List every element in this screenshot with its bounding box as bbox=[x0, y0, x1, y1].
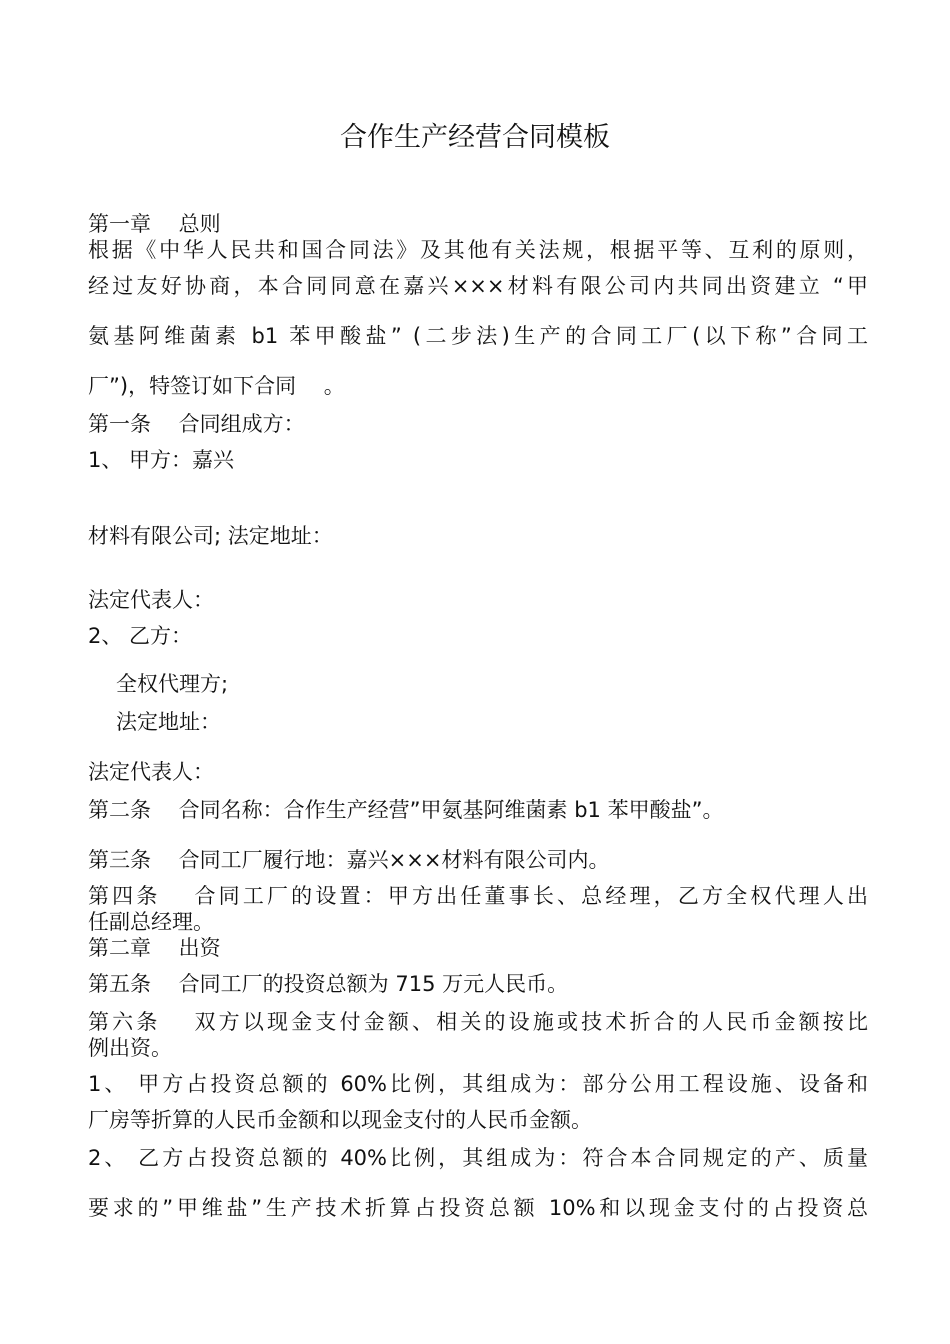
party-a-line: 1、 甲方：嘉兴 bbox=[88, 448, 235, 472]
paragraph-line: 根据《中华人民共和国合同法》及其他有关法规，根据平等、互利的原则， bbox=[88, 238, 868, 262]
article-3-line: 第三条 合同工厂履行地：嘉兴×××材料有限公司内。 bbox=[88, 848, 610, 872]
paragraph-line: 氨基阿维菌素 b1 苯甲酸盐” (二步法)生产的合同工厂(以下称”合同工 bbox=[88, 324, 868, 348]
article-6-item-2-line: 要求的”甲维盐”生产技术折算占投资总额 10%和以现金支付的占投资总 bbox=[88, 1196, 868, 1220]
article-6-item-1-line: 1、 甲方占投资总额的 60%比例，其组成为：部分公用工程设施、设备和 bbox=[88, 1072, 868, 1096]
party-b-representative-line: 法定代表人： bbox=[88, 760, 214, 784]
party-a-representative-line: 法定代表人： bbox=[88, 588, 214, 612]
article-6-line: 例出资。 bbox=[88, 1036, 172, 1060]
party-b-agent-line: 全权代理方; bbox=[116, 672, 229, 696]
chapter-1-heading: 第一章 总则 bbox=[88, 212, 221, 236]
document-title: 合作生产经营合同模板 bbox=[340, 122, 610, 153]
article-4-line: 第四条 合同工厂的设置：甲方出任董事长、总经理，乙方全权代理人出 bbox=[88, 884, 868, 908]
chapter-2-heading: 第二章 出资 bbox=[88, 936, 221, 960]
article-5-line: 第五条 合同工厂的投资总额为 715 万元人民币。 bbox=[88, 972, 569, 996]
article-6-line: 第六条 双方以现金支付金额、相关的设施或技术折合的人民币金额按比 bbox=[88, 1010, 868, 1034]
party-b-line: 2、 乙方： bbox=[88, 624, 193, 648]
article-1-heading: 第一条 合同组成方： bbox=[88, 412, 305, 436]
article-6-item-2-line: 2、 乙方占投资总额的 40%比例，其组成为：符合本合同规定的产、质量 bbox=[88, 1146, 868, 1170]
article-2-line: 第二条 合同名称：合作生产经营”甲氨基阿维菌素 b1 苯甲酸盐”。 bbox=[88, 798, 724, 822]
party-b-address-line: 法定地址： bbox=[116, 710, 221, 734]
party-a-address-line: 材料有限公司; 法定地址： bbox=[88, 524, 333, 548]
paragraph-line: 厂”)，特签订如下合同 。 bbox=[88, 374, 345, 398]
article-6-item-1-line: 厂房等折算的人民币金额和以现金支付的人民币金额。 bbox=[88, 1108, 592, 1132]
article-4-line: 任副总经理。 bbox=[88, 910, 214, 934]
paragraph-line: 经过友好协商，本合同同意在嘉兴×××材料有限公司内共同出资建立 “甲 bbox=[88, 274, 868, 298]
